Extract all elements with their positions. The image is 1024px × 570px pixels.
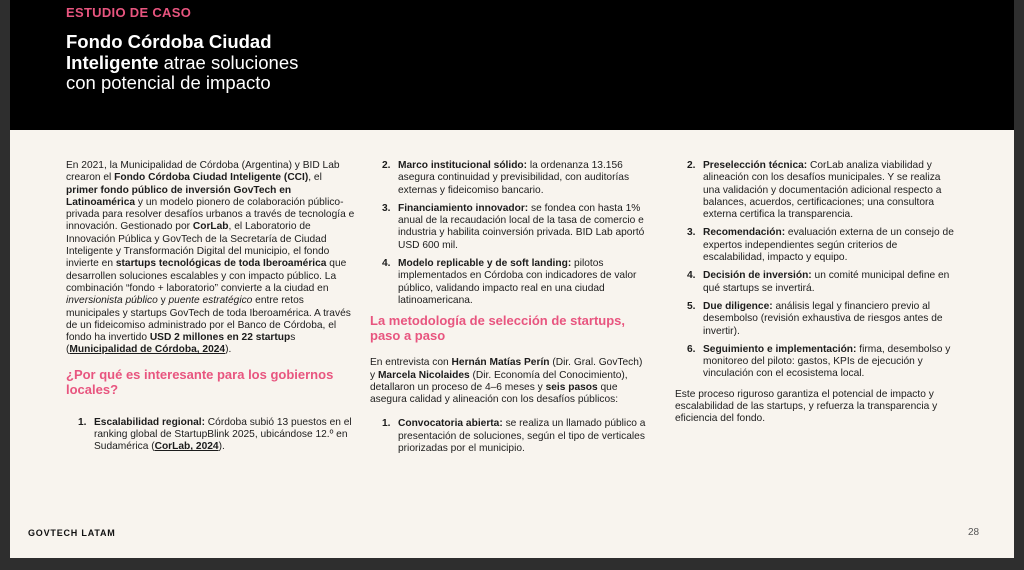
list-item: 1. Escalabilidad regional: Córdoba subió 13 puestos en el ranking global de StartupBlink 2025, ubicándose 12.º en Sudamérica (CorLab, 2024).: [78, 416, 352, 453]
list-item: 3. Recomendación: evaluación externa de un consejo de expertos independientes según criterios de escalabilidad, impacto y equipo.: [687, 227, 954, 264]
why-list: [66, 417, 356, 454]
list-item: 2. Preselección técnica: CorLab analiza viabilidad y alineación con los desafíos municipales. Y se realiza una validación y documentación adicional respecto a balances, acuerdos, certificaciones; una consultora externa certifica la transparencia.: [687, 160, 942, 221]
method-intro: En entrevista con Hernán Matías Perín (Dir. Gral. GovTech) y Marcela Nicolaides (Dir. Economía del Conocimiento), detallaron un proceso de 4–6 meses y seis pasos que asegura calidad y alineación con los desafíos públicos:: [370, 357, 643, 406]
intro-paragraph: En 2021, la Municipalidad de Córdoba (Argentina) y BID Lab crearon el Fondo Córdoba Ciudad Inteligente (CCI), el primer fondo público de inversión GovTech en Latinoamérica y un modelo pionero de colaboración público-privada para resolver desafíos urbanos a través de tecnología e innovación. Gestionado por CorLab, el Laboratorio de Innovación Pública y GovTech de la Secretaría de Ciudad Inteligente y Transformación Digital del municipio, el fondo invierte en startups tecnológicas de toda Iberoamérica que desarrollen soluciones escalables y con impacto público. La combinación “fondo + laboratorio” convierte a la ciudad en inversionista público y puente estratégico entre retos municipales y startups GovTech de toda Iberoamérica. A través de un fideicomiso administrado por el Banco de Córdoba, el fondo ha invertido USD 2 millones en 22 startups (Municipalidad de Córdoba, 2024).: [66, 160, 355, 356]
slide-page: [10, 0, 1014, 558]
eyebrow-label: ESTUDIO DE CASO: [66, 5, 192, 20]
column-2: [370, 160, 648, 461]
method-heading: La metodología de selección de startups, paso a paso: [370, 313, 626, 344]
closing-paragraph: Este proceso riguroso garantiza el potencial de impacto y escalabilidad de las startups, y refuerza la transparencia y eficiencia del fondo.: [675, 388, 938, 425]
column-3: [675, 160, 960, 426]
page-title: [66, 32, 386, 94]
column-1: [66, 160, 356, 460]
list-item: 4. Modelo replicable y de soft landing: pilotos implementados en Córdoba con indicadores de valor público, validando impacto real en una ciudad latinoamericana.: [382, 258, 637, 306]
list-item: 4. Decisión de inversión: un comité municipal define en qué startups se invertirá.: [687, 270, 950, 294]
why-list-continued: [370, 160, 648, 307]
list-item: 2. Marco institucional sólido: la ordenanza 13.156 asegura continuidad y previsibilidad, con auditorías externas y fideicomiso bancario.: [382, 160, 630, 196]
list-item: 1. Convocatoria abierta: se realiza un llamado público a presentación de soluciones, según el tipo de verticales priorizadas por el municipio.: [382, 418, 646, 455]
list-item: 3. Financiamiento innovador: se fondea con hasta 1% anual de la recaudación local de la tasa de comercio e industria y habilita coinversión privada. BID Lab aportó USD 600 mil.: [382, 202, 645, 251]
title-bold-2: Inteligente: [66, 51, 159, 73]
steps-list: [370, 418, 648, 455]
title-rest-2: con potencial de impacto: [66, 72, 271, 93]
why-heading: ¿Por qué es interesante para los gobiernos locales?: [66, 366, 334, 397]
title-rest-1: atrae soluciones: [158, 51, 299, 73]
title-bold-1: Fondo Córdoba Ciudad: [66, 31, 272, 52]
steps-list-continued: [675, 160, 960, 381]
list-item: 5. Due diligence: análisis legal y financiero previo al desembolso (revisión exhaustiva de riesgos antes de invertir).: [687, 300, 943, 337]
citation-link[interactable]: Municipalidad de Córdoba, 2024: [69, 344, 226, 356]
slide-header: [10, 0, 1014, 130]
list-item: 6. Seguimiento e implementación: firma, desembolso y monitoreo del piloto: gastos, KPIs de ejecución y vinculación con el ecosistema local.: [687, 343, 951, 380]
citation-link[interactable]: CorLab, 2024: [154, 441, 219, 453]
page-number: 28: [968, 527, 980, 538]
footer-brand: GOVTECH LATAM: [28, 528, 116, 538]
